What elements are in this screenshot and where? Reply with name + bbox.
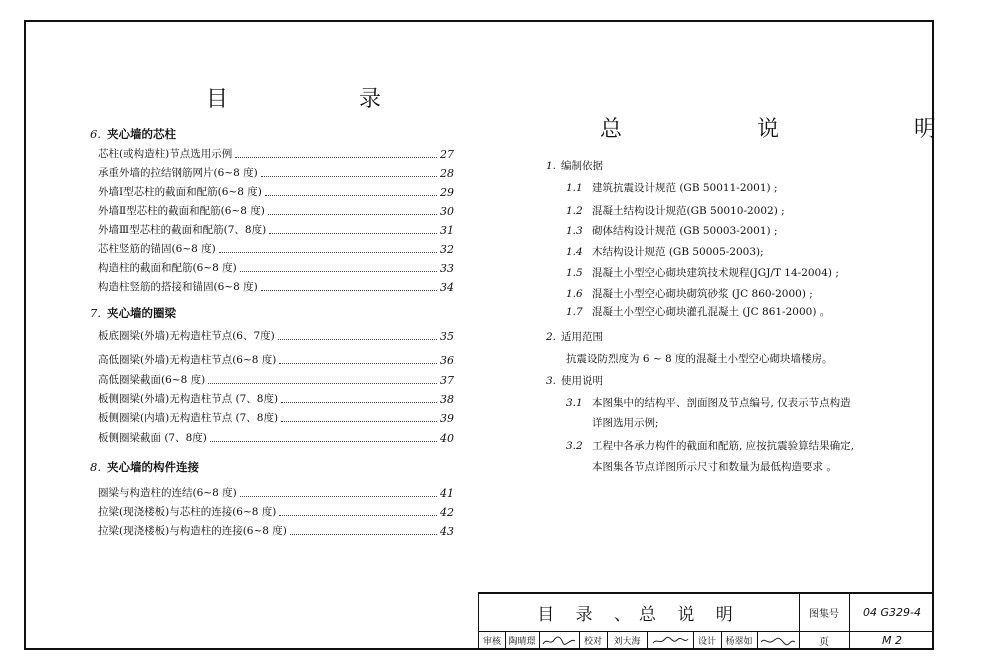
basis-item: 1.5 混凝土小型空心砌块建筑技术规程(JGJ/T 14-2004) ; — [566, 267, 839, 279]
toc-entry: 外墙Ⅲ型芯柱的截面和配筋(7、8度) 31 — [98, 224, 454, 237]
general-section-1-heading: 1. 编制依据 — [546, 160, 604, 172]
review-name: 陶晴璟 — [508, 637, 536, 647]
title-block-title: 目 录 、总 说 明 — [537, 605, 741, 625]
design-label: 设计 — [697, 637, 716, 647]
review-signature — [539, 631, 579, 650]
toc-entry: 板底圈梁(外墙)无构造柱节点(6、7度) 35 — [98, 330, 454, 343]
toc-entry: 构造柱的截面和配筋(6~8 度) 33 — [98, 262, 454, 275]
toc-entry: 芯柱(或构造柱)节点选用示例 27 — [98, 148, 454, 161]
design-name: 杨翠如 — [725, 637, 753, 647]
toc-entry: 芯柱竖筋的锚固(6~8 度) 32 — [98, 243, 454, 256]
atlas-number-label: 图集号 — [809, 609, 839, 620]
basis-item: 1.2 混凝土结构设计规范(GB 50010-2002) ; — [566, 205, 785, 217]
basis-item: 1.6 混凝土小型空心砌块砌筑砂浆 (JC 860-2000) ; — [566, 288, 813, 300]
toc-entry: 外墙Ⅰ型芯柱的截面和配筋(6~8 度) 29 — [98, 186, 454, 199]
usage-item-continued: 详图选用示例; — [592, 417, 659, 429]
usage-item: 3.1 本图集中的结构平、剖面图及节点编号, 仅表示节点构造 — [566, 397, 851, 409]
toc-title: 目 录 — [206, 87, 443, 112]
toc-section-8: 8. 夹心墙的构件连接 — [90, 460, 199, 474]
check-name: 刘大海 — [613, 637, 641, 647]
general-section-2-heading: 2. 适用范围 — [546, 331, 604, 343]
check-label: 校对 — [583, 637, 602, 647]
toc-section-7: 7. 夹心墙的圈梁 — [90, 306, 176, 320]
design-signature — [757, 631, 799, 650]
toc-entry: 拉梁(现浇楼板)与芯柱的连接(6~8 度) 42 — [98, 506, 454, 519]
toc-entry: 外墙Ⅱ型芯柱的截面和配筋(6~8 度) 30 — [98, 205, 454, 218]
toc-entry: 拉梁(现浇楼板)与构造柱的连接(6~8 度) 43 — [98, 525, 454, 538]
check-signature — [647, 631, 693, 650]
review-label: 审核 — [482, 637, 501, 647]
usage-item: 3.2 工程中各承力构件的截面和配筋, 应按抗震验算结果确定, — [566, 440, 855, 452]
toc-entry: 圈梁与构造柱的连结(6~8 度) 41 — [98, 487, 454, 500]
general-title: 总 说 明 — [600, 117, 1000, 142]
toc-entry: 板侧圈梁(外墙)无构造柱节点 (7、8度) 38 — [98, 393, 454, 406]
title-block — [478, 592, 934, 650]
basis-item: 1.7 混凝土小型空心砌块灌孔混凝土 (JC 861-2000) 。 — [566, 306, 831, 318]
page-number: M 2 — [882, 634, 902, 647]
toc-entry: 板侧圈梁截面 (7、8度) 40 — [98, 432, 454, 445]
basis-item: 1.4 木结构设计规范 (GB 50005-2003); — [566, 246, 764, 258]
toc-section-6: 6. 夹心墙的芯柱 — [90, 127, 176, 141]
basis-item: 1.3 砌体结构设计规范 (GB 50003-2001) ; — [566, 225, 778, 237]
toc-entry: 高低圈梁截面(6~8 度) 37 — [98, 374, 454, 387]
scope-text: 抗震设防烈度为 6 ~ 8 度的混凝土小型空心砌块墙楼房。 — [566, 353, 833, 365]
page-label: 页 — [819, 637, 829, 648]
toc-entry: 构造柱竖筋的搭接和锚固(6~8 度) 34 — [98, 281, 454, 294]
basis-item: 1.1 建筑抗震设计规范 (GB 50011-2001) ; — [566, 182, 778, 194]
toc-entry: 承重外墙的拉结钢筋网片(6~8 度) 28 — [98, 167, 454, 180]
toc-entry: 高低圈梁(外墙)无构造柱节点(6~8 度) 36 — [98, 354, 454, 367]
toc-entry: 板侧圈梁(内墙)无构造柱节点 (7、8度) 39 — [98, 412, 454, 425]
atlas-number: 04 G329-4 — [863, 606, 921, 619]
general-section-3-heading: 3. 使用说明 — [546, 375, 604, 387]
usage-item-continued: 本图集各节点详图所示尺寸和数量为最低构造要求 。 — [592, 461, 837, 473]
